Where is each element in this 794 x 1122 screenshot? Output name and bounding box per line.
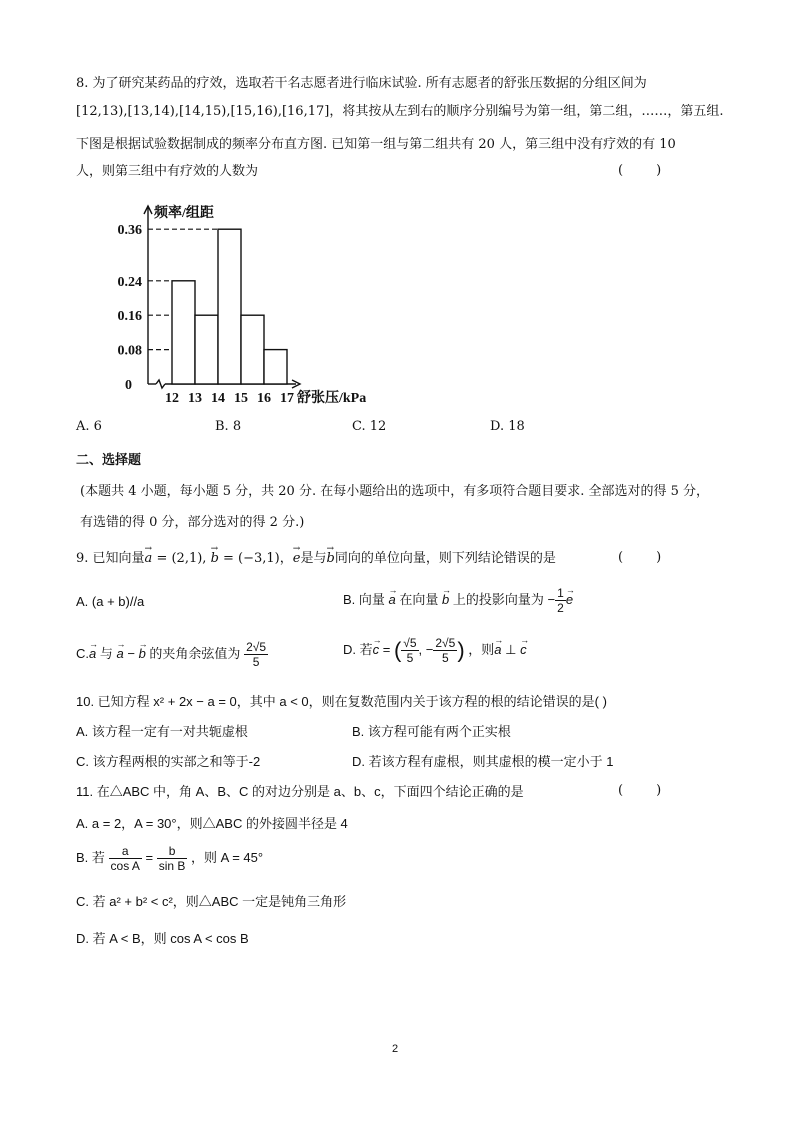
q8-answer-paren: ( ): [618, 163, 662, 178]
y-tick-label: 0.08: [117, 343, 142, 359]
y-axis-label: 频率/组距: [154, 206, 214, 221]
q9-option-b-minus: −: [547, 591, 556, 607]
q9-option-d-frac2: $\frac{2√5}{5}$: [435, 636, 456, 665]
q9-answer-paren: ( ): [618, 550, 662, 565]
x-axis-label: 舒张压/kPa: [297, 391, 367, 406]
q10-option-a: A. 该方程一定有一对共轭虚根: [76, 724, 248, 739]
section-instructions-line1: (本题共 4 小题，每小题 5 分，共 20 分. 在每小题给出的选项中，有多项符合题目要求. 全部选对的得 5 分，: [80, 484, 710, 499]
q11-option-b-pre: B. 若: [76, 849, 105, 865]
q9-stem-text2: 是与: [300, 551, 327, 566]
q9-option-d-perp: ⊥: [505, 641, 517, 657]
x-tick-label: 12: [165, 391, 179, 406]
q9-option-d-vec-c: → c: [373, 641, 380, 659]
q9-option-d-post: ，则: [468, 641, 495, 657]
q8-option-b: B. 8: [215, 419, 242, 434]
q9-stem-eq1: = (2,1),: [152, 551, 211, 566]
q9-option-d-frac1: $\frac{√5}{5}$: [403, 636, 417, 665]
x-axis-break: [156, 380, 165, 388]
q9-stem-text1: 9. 已知向量: [76, 551, 145, 566]
q8-stem-line3: 下图是根据试验数据制成的频率分布直方图. 已知第一组与第二组共有 20 人，第三组中没有疗效的有 10: [76, 137, 676, 152]
x-tick-label: 13: [188, 391, 202, 406]
q11-option-a: A. a = 2，A = 30°，则△ABC 的外接圆半径是 4: [76, 816, 348, 831]
origin-label: 0: [125, 378, 132, 393]
q9-option-c-vec-a2: → a: [117, 645, 124, 663]
q11-option-b-frac1: $\frac{a}{\text{cos A}}$: [110, 844, 140, 873]
q10-option-b: B. 该方程可能有两个正实根: [352, 724, 511, 739]
q11-answer-paren: ( ): [618, 783, 662, 798]
q9-option-c-mid: 与: [99, 645, 113, 661]
q9-stem: [76, 550, 556, 568]
q9-option-c: C.→ a 与 → a − → b 的夹角余弦值为 $\frac{2√5}{5}$: [76, 640, 268, 669]
q11-stem: 11. 在△ABC 中，角 A、B、C 的对边分别是 a、b、c，下面四个结论正确的是: [76, 784, 524, 799]
q9-option-c-vec-a: → a: [89, 645, 96, 663]
q9-option-c-post: 的夹角余弦值为: [149, 645, 241, 661]
q9-vec-b: → b: [211, 550, 219, 568]
q9-option-b-pre: B. 向量: [343, 591, 385, 607]
q10-stem: 10. 已知方程 x² + 2x − a = 0，其中 a < 0，则在复数范围内关于该方程的根的结论错误的是( ): [76, 694, 607, 709]
q9-option-b-mid1: 在向量: [399, 591, 439, 607]
bar-12-13: [172, 281, 195, 384]
q9-option-a: A. (a + b)//a: [76, 594, 145, 609]
q9-option-d-vec-a: → a: [494, 641, 501, 659]
q8-stem-line1: 8. 为了研究某药品的疗效，选取若干名志愿者进行临床试验. 所有志愿者的舒张压数据的分组区间为: [76, 76, 647, 91]
q9-option-b-vec-b: → b: [442, 591, 449, 609]
section-title: 二、选择题: [76, 453, 142, 468]
q9-option-d-rparen: ): [457, 637, 465, 663]
x-tick-label: 17: [280, 391, 294, 406]
bar-15-16: [241, 315, 264, 384]
histogram-chart: [100, 198, 390, 410]
q11-option-b-eq: =: [145, 849, 154, 865]
y-tick-label: 0.24: [117, 274, 142, 290]
q9-stem-text3: 同向的单位向量，则下列结论错误的是: [334, 551, 556, 566]
q9-option-b: [343, 586, 573, 615]
q9-option-b-fraction: $\frac{1}{2}$: [557, 586, 564, 615]
q11-option-b-post: ，则 A = 45°: [191, 849, 264, 865]
q9-option-d-lparen: (: [393, 637, 402, 663]
q11-option-b: [76, 844, 263, 873]
q11-option-d: D. 若 A < B，则 cos A < cos B: [76, 931, 249, 946]
q10-option-d: D. 若该方程有虚根，则其虚根的模一定小于 1: [352, 754, 614, 769]
q9-option-b-vec-a: → a: [389, 591, 396, 609]
q9-option-c-pre: C.: [76, 645, 89, 661]
q11-option-c: C. 若 a² + b² < c²，则△ABC 一定是钝角三角形: [76, 894, 347, 909]
bar-13-14: [195, 315, 218, 384]
page-number: 2: [392, 1043, 399, 1055]
x-tick-label: 15: [234, 391, 248, 406]
x-tick-label: 14: [211, 391, 225, 406]
q9-option-d-vec-c2: → c: [520, 641, 527, 659]
q9-option-c-fraction: $\frac{2√5}{5}$: [246, 640, 266, 669]
q9-option-c-vec-b: → b: [139, 645, 146, 663]
q10-option-c: C. 该方程两根的实部之和等于-2: [76, 754, 261, 769]
q9-vec-e: → e: [293, 550, 301, 568]
q8-stem-line4: 人，则第三组中有疗效的人数为: [76, 164, 259, 179]
q8-option-d: D. 18: [490, 419, 525, 434]
y-tick-label: 0.36: [117, 223, 142, 239]
q9-vec-a: → a: [145, 550, 153, 568]
q8-option-c: C. 12: [352, 419, 387, 434]
x-tick-label: 16: [257, 391, 271, 406]
q9-stem-eq2: = (−3,1)，: [218, 551, 293, 566]
q9-vec-b2: → b: [326, 550, 334, 568]
q8-stem-line2: [12,13),[13,14),[14,15),[15,16),[16,17]，将其按从左到右的顺序分别编号为第一组，第二组，……，第五组.: [76, 104, 724, 119]
q8-option-a: A. 6: [76, 419, 102, 434]
bar-14-15: [218, 229, 241, 384]
y-tick-label: 0.16: [117, 309, 142, 325]
q9-option-d: D. 若→ c = ( $\frac{√5}{5}$ , − $\frac{2√5}{5}$ ) ，则→ a ⊥ → c: [343, 636, 527, 665]
q9-option-b-vec-e: → e: [566, 591, 573, 609]
section-instructions-line2: 有选错的得 0 分，部分选对的得 2 分.): [80, 515, 305, 530]
q11-option-b-frac2: $\frac{b}{\text{sin B}}$: [158, 844, 186, 873]
q9-option-d-pre: D. 若: [343, 641, 373, 657]
q9-option-b-mid2: 上的投影向量为: [452, 591, 544, 607]
bar-16-17: [264, 350, 287, 384]
